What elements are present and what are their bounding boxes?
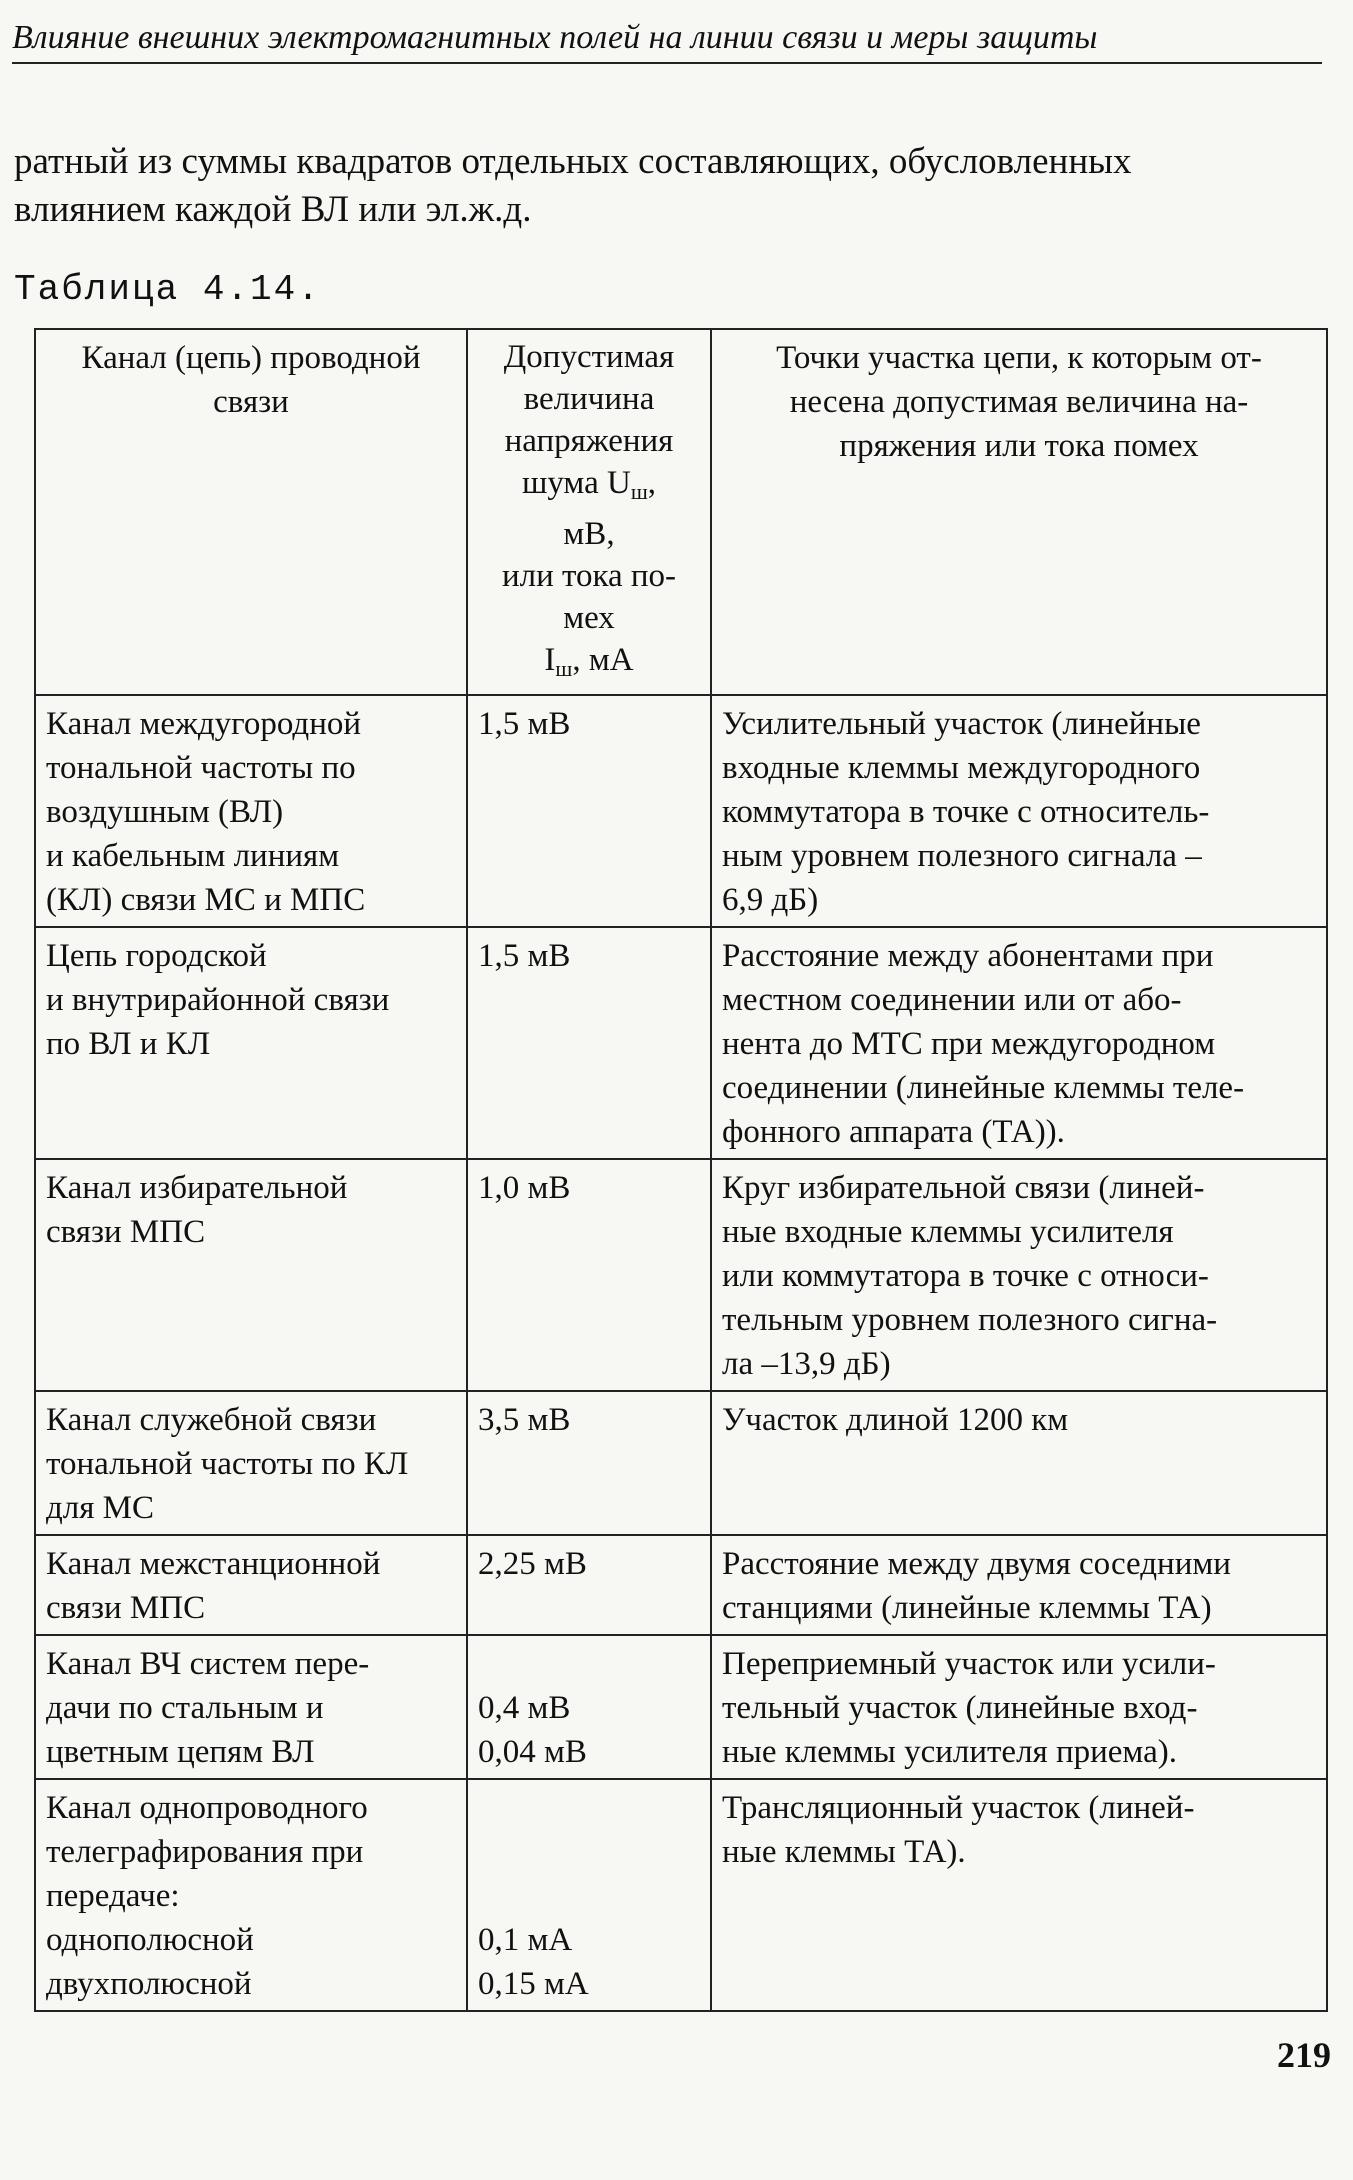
cell-channel xyxy=(35,1159,467,1391)
cell-line: 1,0 мВ xyxy=(478,1170,571,1206)
cell-line: дачи по стальным и xyxy=(46,1690,324,1726)
header-line-noise-voltage xyxy=(478,462,700,513)
cell-line: Цепь городской xyxy=(46,938,267,974)
header-line: пряжения или тока помех xyxy=(839,428,1199,464)
cell-line: двухполюсной xyxy=(46,1966,252,2002)
cell-line: ные клеммы ТА). xyxy=(722,1834,966,1870)
cell-value xyxy=(467,1535,711,1635)
cell-line: Круг избирательной связи (линей- xyxy=(722,1170,1205,1206)
cell-line: и внутрирайонной связи xyxy=(46,982,390,1018)
cell-line: 1,5 мВ xyxy=(478,706,571,742)
cell-line: Расстояние между двумя соседними xyxy=(722,1546,1231,1582)
page-number: 219 xyxy=(1277,2035,1331,2075)
cell-channel xyxy=(35,1391,467,1535)
header-line: или тока по- xyxy=(501,558,677,594)
cell-channel xyxy=(35,927,467,1159)
cell-line: Участок длиной 1200 км xyxy=(722,1402,1069,1438)
cell-points xyxy=(711,1635,1327,1779)
cell-line: фонного аппарата (ТА)). xyxy=(722,1114,1065,1150)
header-text: , мА xyxy=(572,642,634,678)
header-line: Точки участка цепи, к которым от- xyxy=(776,340,1262,376)
cell-line: для МС xyxy=(46,1490,155,1526)
intro-line: влиянием каждой ВЛ или эл.ж.д. xyxy=(14,189,532,230)
intro-line: ратный из суммы квадратов отдельных составляющих, обусловленных xyxy=(14,141,1132,182)
cell-line: или коммутатора в точке с относи- xyxy=(722,1258,1209,1294)
table-header-row xyxy=(35,329,1327,695)
noise-limits-table xyxy=(34,328,1328,2012)
header-text: шума U xyxy=(521,465,631,501)
cell-line: Канал междугородной xyxy=(46,706,362,742)
table-row xyxy=(35,695,1327,927)
header-line: величина xyxy=(523,381,655,417)
line-spacer xyxy=(478,1642,700,1686)
cell-line: местном соединении или от або- xyxy=(722,982,1182,1018)
cell-line: по ВЛ и КЛ xyxy=(46,1026,211,1062)
header-channel xyxy=(35,329,467,695)
cell-line: Канал служебной связи xyxy=(46,1402,377,1438)
table-row xyxy=(35,1779,1327,2011)
cell-line: соединении (линейные клеммы теле- xyxy=(722,1070,1245,1106)
cell-line: и кабельным линиям xyxy=(46,838,340,874)
cell-line: передаче: xyxy=(46,1878,180,1914)
cell-line: нента до МТС при междугородном xyxy=(722,1026,1216,1062)
header-line: связи xyxy=(213,384,289,420)
cell-value xyxy=(467,1391,711,1535)
cell-points xyxy=(711,1535,1327,1635)
header-line: Допустимая xyxy=(503,339,675,375)
cell-line: воздушным (ВЛ) xyxy=(46,794,284,830)
cell-line: Усилительный участок (линейные xyxy=(722,706,1201,742)
cell-value xyxy=(467,1779,711,2011)
cell-line: связи МПС xyxy=(46,1590,206,1626)
cell-line: Переприемный участок или усили- xyxy=(722,1646,1216,1682)
cell-value xyxy=(467,927,711,1159)
header-points xyxy=(711,329,1327,695)
cell-line: ные входные клеммы усилителя xyxy=(722,1214,1174,1250)
header-line: мех xyxy=(563,600,615,636)
cell-line: (КЛ) связи МС и МПС xyxy=(46,882,366,918)
cell-line: однополюсной xyxy=(46,1922,254,1958)
cell-line: Расстояние между абонентами при xyxy=(722,938,1214,974)
table-caption: Таблица 4.14. xyxy=(14,269,321,310)
table-row xyxy=(35,1159,1327,1391)
header-line: несена допустимая величина на- xyxy=(789,384,1249,420)
table-row xyxy=(35,1635,1327,1779)
header-line: Канал (цепь) проводной xyxy=(81,340,421,376)
cell-line: ным уровнем полезного сигнала – xyxy=(722,838,1202,874)
header-line: напряжения xyxy=(504,423,674,459)
line-spacer xyxy=(478,1786,700,1830)
cell-points xyxy=(711,927,1327,1159)
cell-points xyxy=(711,695,1327,927)
cell-line: телеграфирования при xyxy=(46,1834,364,1870)
cell-line: 2,25 мВ xyxy=(478,1546,587,1582)
cell-value xyxy=(467,695,711,927)
cell-line: Канал избирательной xyxy=(46,1170,348,1206)
cell-line: 0,1 мА xyxy=(478,1922,573,1958)
cell-line: тональной частоты по КЛ xyxy=(46,1446,409,1482)
cell-points xyxy=(711,1159,1327,1391)
cell-line: входные клеммы междугородного xyxy=(722,750,1201,786)
cell-line: ла –13,9 дБ) xyxy=(722,1346,891,1382)
cell-line: станциями (линейные клеммы ТА) xyxy=(722,1590,1212,1626)
cell-line: 0,4 мВ xyxy=(478,1690,571,1726)
cell-line: 6,9 дБ) xyxy=(722,882,819,918)
cell-value xyxy=(467,1159,711,1391)
cell-value xyxy=(467,1635,711,1779)
subscript: ш xyxy=(630,479,648,504)
cell-channel xyxy=(35,1535,467,1635)
cell-line: коммутатора в точке с относитель- xyxy=(722,794,1210,830)
cell-line: связи МПС xyxy=(46,1214,206,1250)
table-row xyxy=(35,1535,1327,1635)
table-row xyxy=(35,1391,1327,1535)
line-spacer xyxy=(478,1830,700,1874)
cell-line: тональной частоты по xyxy=(46,750,356,786)
cell-channel xyxy=(35,1635,467,1779)
cell-line: тельным уровнем полезного сигна- xyxy=(722,1302,1218,1338)
cell-line: Канал ВЧ систем пере- xyxy=(46,1646,370,1682)
header-text: , xyxy=(647,465,657,501)
cell-line: 3,5 мВ xyxy=(478,1402,571,1438)
running-head: Влияние внешних электромагнитных полей на линии связи и меры защиты xyxy=(12,18,1322,64)
cell-line: 0,15 мА xyxy=(478,1966,589,2002)
table-row xyxy=(35,927,1327,1159)
cell-line: Канал межстанционной xyxy=(46,1546,381,1582)
cell-line: Трансляционный участок (линей- xyxy=(722,1790,1195,1826)
header-text: I xyxy=(544,642,556,678)
header-line-noise-current xyxy=(478,639,700,690)
line-spacer xyxy=(478,1874,700,1918)
subscript: ш xyxy=(555,656,573,681)
cell-channel xyxy=(35,695,467,927)
header-allowed-value xyxy=(467,329,711,695)
cell-line: 1,5 мВ xyxy=(478,938,571,974)
cell-line: цветным цепям ВЛ xyxy=(46,1734,315,1770)
cell-points xyxy=(711,1391,1327,1535)
intro-paragraph xyxy=(14,138,1324,234)
cell-line: Канал однопроводного xyxy=(46,1790,368,1826)
cell-line: ные клеммы усилителя приема). xyxy=(722,1734,1177,1770)
cell-points xyxy=(711,1779,1327,2011)
header-line: мВ, xyxy=(563,516,615,552)
cell-line: тельный участок (линейные вход- xyxy=(722,1690,1198,1726)
cell-line: 0,04 мВ xyxy=(478,1734,587,1770)
cell-channel xyxy=(35,1779,467,2011)
